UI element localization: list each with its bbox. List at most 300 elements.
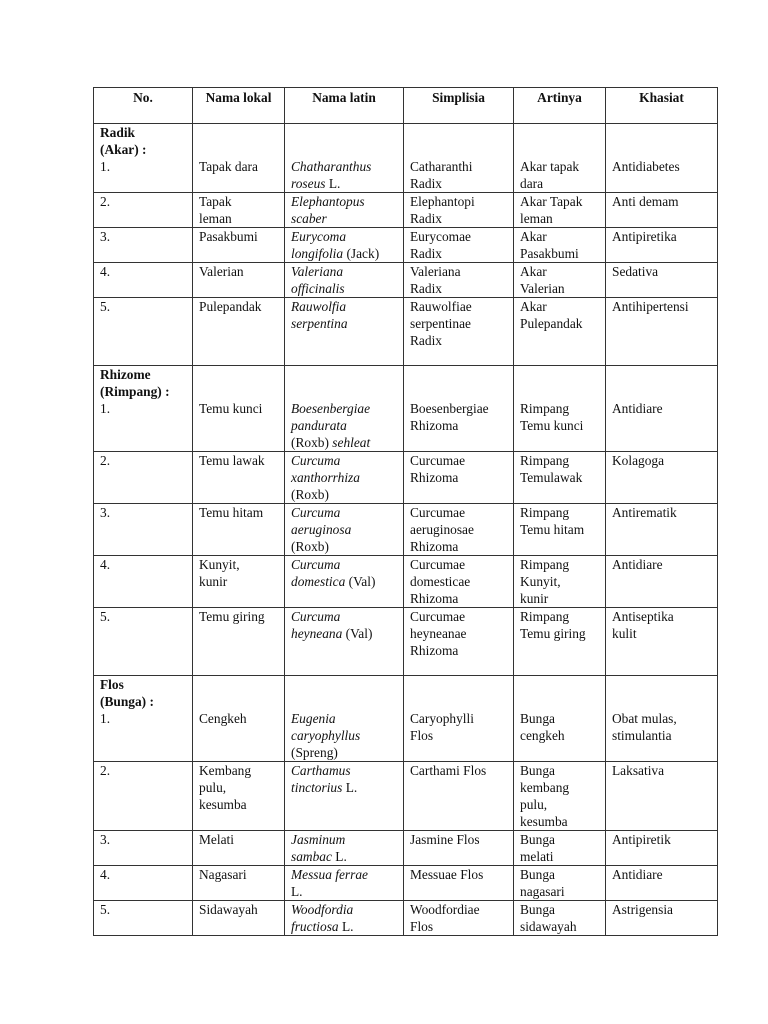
artinya-line: pulu, — [520, 797, 548, 812]
simplisia-line: Jasmine Flos — [410, 832, 480, 847]
artinya-line: sidawayah — [520, 919, 577, 934]
latin-italic-text: Curcuma — [291, 453, 341, 468]
artinya-line: Bunga — [520, 867, 555, 882]
simplisia-line: Rhizoma — [410, 591, 459, 606]
cell-khasiat — [606, 901, 718, 936]
simplisia-line: Caryophylli — [410, 711, 474, 726]
latin-italic-text: roseus — [291, 176, 326, 191]
cell-nama-lokal — [193, 762, 285, 831]
cell-nama-latin — [285, 366, 404, 452]
latin-plain-text: (Val) — [345, 574, 376, 589]
row-number: 1. — [100, 159, 111, 174]
simplisia-line: Rhizoma — [410, 470, 459, 485]
khasiat-line: Anti demam — [612, 194, 679, 209]
cell-no — [94, 263, 193, 298]
cell-nama-lokal — [193, 831, 285, 866]
khasiat-line: Antipiretik — [612, 832, 671, 847]
nama-latin-line — [291, 228, 397, 245]
artinya-line: Rimpang — [520, 505, 570, 520]
latin-italic-text: sehleat — [332, 435, 371, 450]
khasiat-line: Antidiabetes — [612, 159, 680, 174]
simplisia-line: Boesenbergiae — [410, 401, 489, 416]
cell-khasiat — [606, 228, 718, 263]
cell-khasiat — [606, 556, 718, 608]
nama-latin-line — [291, 315, 397, 332]
cell-no — [94, 298, 193, 366]
latin-plain-text: (Jack) — [343, 246, 380, 261]
row-number: 1. — [100, 711, 111, 726]
nama-latin-line — [291, 280, 397, 297]
latin-italic-text: Woodfordia — [291, 902, 354, 917]
table-row — [94, 676, 718, 762]
cell-nama-lokal — [193, 263, 285, 298]
cell-nama-latin — [285, 866, 404, 901]
cell-nama-latin — [285, 298, 404, 366]
cell-nama-latin — [285, 193, 404, 228]
latin-plain-text: L. — [291, 884, 303, 899]
cell-artinya — [514, 228, 606, 263]
artinya-line: Pasakbumi — [520, 246, 579, 261]
latin-plain-text: (Roxb) — [291, 539, 329, 554]
latin-italic-text: caryophyllus — [291, 728, 361, 743]
khasiat-line: Laksativa — [612, 763, 665, 778]
cell-simplisia — [404, 831, 514, 866]
latin-italic-text: Messua ferrae — [291, 867, 368, 882]
cell-artinya — [514, 676, 606, 762]
khasiat-line: Kolagoga — [612, 453, 665, 468]
nama-latin-line — [291, 831, 397, 848]
nama-latin-line — [291, 901, 397, 918]
cell-artinya — [514, 366, 606, 452]
artinya-line: melati — [520, 849, 554, 864]
cell-nama-latin — [285, 504, 404, 556]
nama-latin-line — [291, 400, 397, 417]
cell-simplisia — [404, 556, 514, 608]
nama-latin-line — [291, 469, 397, 486]
row-number: 4. — [100, 867, 111, 882]
row-number: 3. — [100, 505, 111, 520]
nama-latin-line — [291, 848, 397, 865]
group-heading-line: (Rimpang) : — [100, 384, 170, 399]
cell-simplisia — [404, 298, 514, 366]
latin-italic-text: Eugenia — [291, 711, 336, 726]
nama-lokal-line: Nagasari — [199, 867, 247, 882]
artinya-line: leman — [520, 211, 553, 226]
artinya-line: Bunga — [520, 763, 555, 778]
cell-nama-latin — [285, 452, 404, 504]
cell-khasiat — [606, 676, 718, 762]
khasiat-line: Sedativa — [612, 264, 659, 279]
nama-latin-line — [291, 210, 397, 227]
cell-artinya — [514, 866, 606, 901]
simplisia-line: Radix — [410, 211, 442, 226]
row-number: 2. — [100, 453, 111, 468]
nama-latin-line — [291, 158, 397, 175]
cell-nama-lokal — [193, 124, 285, 193]
latin-plain-text: (Spreng) — [291, 745, 338, 760]
table-body — [94, 124, 718, 936]
latin-italic-text: Boesenbergiae — [291, 401, 371, 416]
table-row — [94, 831, 718, 866]
nama-latin-line — [291, 573, 397, 590]
cell-khasiat — [606, 831, 718, 866]
cell-nama-latin — [285, 608, 404, 676]
group-heading — [100, 366, 186, 400]
latin-italic-text: Valeriana — [291, 264, 344, 279]
latin-plain-text: (Val) — [342, 626, 373, 641]
cell-no — [94, 366, 193, 452]
nama-lokal-line: Temu kunci — [199, 401, 263, 416]
cell-simplisia — [404, 676, 514, 762]
simplisia-line: Rhizoma — [410, 418, 459, 433]
header-nama-lokal: Nama lokal — [193, 88, 285, 124]
artinya-line: Valerian — [520, 281, 565, 296]
artinya-line: Akar — [520, 229, 547, 244]
simplisia-line: Flos — [410, 728, 434, 743]
cell-nama-latin — [285, 901, 404, 936]
simplisia-line: Radix — [410, 333, 442, 348]
cell-artinya — [514, 556, 606, 608]
cell-no — [94, 762, 193, 831]
artinya-line: Temulawak — [520, 470, 583, 485]
artinya-line: Rimpang — [520, 557, 570, 572]
group-heading-line: Radik — [100, 125, 135, 140]
nama-lokal-line: Pulepandak — [199, 299, 262, 314]
latin-italic-text: xanthorrhiza — [291, 470, 360, 485]
simplisia-line: Radix — [410, 176, 442, 191]
nama-lokal-line: Kunyit, — [199, 557, 240, 572]
table-row — [94, 901, 718, 936]
cell-no — [94, 676, 193, 762]
simplisia-line: serpentinae — [410, 316, 471, 331]
latin-plain-text: L. — [325, 176, 341, 191]
cell-no — [94, 124, 193, 193]
nama-latin-line — [291, 263, 397, 280]
artinya-line: cengkeh — [520, 728, 565, 743]
latin-italic-text: aeruginosa — [291, 522, 352, 537]
row-number: 1. — [100, 401, 111, 416]
artinya-line: Bunga — [520, 902, 555, 917]
nama-latin-line — [291, 779, 397, 796]
cell-nama-lokal — [193, 866, 285, 901]
cell-nama-lokal — [193, 228, 285, 263]
cell-simplisia — [404, 504, 514, 556]
cell-khasiat — [606, 193, 718, 228]
cell-artinya — [514, 298, 606, 366]
table-row — [94, 866, 718, 901]
row-number: 4. — [100, 557, 111, 572]
simplisia-line: Radix — [410, 281, 442, 296]
artinya-line: Rimpang — [520, 401, 570, 416]
cell-no — [94, 556, 193, 608]
cell-nama-lokal — [193, 608, 285, 676]
row-number: 3. — [100, 229, 111, 244]
cell-artinya — [514, 193, 606, 228]
latin-italic-text: scaber — [291, 211, 327, 226]
latin-italic-text: pandurata — [291, 418, 347, 433]
table-row — [94, 608, 718, 676]
latin-italic-text: Eurycoma — [291, 229, 347, 244]
artinya-line: Temu kunci — [520, 418, 584, 433]
latin-italic-text: tinctorius — [291, 780, 343, 795]
khasiat-line: Antidiare — [612, 867, 663, 882]
simplisia-line: Curcumae — [410, 505, 466, 520]
table-row — [94, 193, 718, 228]
nama-lokal-line: kunir — [199, 574, 228, 589]
khasiat-line: Antiseptika — [612, 609, 674, 624]
cell-no — [94, 193, 193, 228]
artinya-line: nagasari — [520, 884, 565, 899]
latin-italic-text: Curcuma — [291, 557, 341, 572]
row-number: 5. — [100, 299, 111, 314]
simplisia-line: Flos — [410, 919, 434, 934]
nama-latin-line — [291, 866, 397, 883]
nama-lokal-line: Melati — [199, 832, 234, 847]
artinya-line: Kunyit, — [520, 574, 561, 589]
cell-nama-latin — [285, 124, 404, 193]
artinya-line: kunir — [520, 591, 549, 606]
simplisia-line: Rhizoma — [410, 539, 459, 554]
cell-artinya — [514, 608, 606, 676]
khasiat-line: Antipiretika — [612, 229, 677, 244]
nama-lokal-line: leman — [199, 211, 232, 226]
nama-latin-line — [291, 625, 397, 642]
header-khasiat: Khasiat — [606, 88, 718, 124]
cell-nama-lokal — [193, 298, 285, 366]
nama-lokal-line: Sidawayah — [199, 902, 258, 917]
simplisia-line: domesticae — [410, 574, 471, 589]
header-nama-latin: Nama latin — [285, 88, 404, 124]
artinya-line: Temu hitam — [520, 522, 585, 537]
cell-khasiat — [606, 366, 718, 452]
cell-nama-latin — [285, 676, 404, 762]
simplisia-line: Valeriana — [410, 264, 461, 279]
latin-italic-text: fructiosa — [291, 919, 339, 934]
row-number: 4. — [100, 264, 111, 279]
group-heading-line: Rhizome — [100, 367, 151, 382]
khasiat-line: Antidiare — [612, 401, 663, 416]
cell-simplisia — [404, 901, 514, 936]
nama-latin-line — [291, 434, 397, 451]
latin-plain-text: (Roxb) — [291, 435, 333, 450]
artinya-line: Akar — [520, 264, 547, 279]
table-row — [94, 298, 718, 366]
nama-lokal-line: Temu hitam — [199, 505, 264, 520]
cell-artinya — [514, 124, 606, 193]
table-row — [94, 556, 718, 608]
cell-artinya — [514, 504, 606, 556]
cell-nama-latin — [285, 263, 404, 298]
latin-italic-text: Chatharanthus — [291, 159, 372, 174]
simplisia-line: Rauwolfiae — [410, 299, 472, 314]
nama-lokal-line: Tapak — [199, 194, 232, 209]
artinya-line: Rimpang — [520, 609, 570, 624]
khasiat-line: Antirematik — [612, 505, 677, 520]
latin-italic-text: officinalis — [291, 281, 345, 296]
group-heading — [100, 676, 186, 710]
artinya-line: dara — [520, 176, 544, 191]
nama-lokal-line: Cengkeh — [199, 711, 247, 726]
nama-latin-line — [291, 883, 397, 900]
artinya-line: Rimpang — [520, 453, 570, 468]
cell-khasiat — [606, 124, 718, 193]
cell-nama-lokal — [193, 901, 285, 936]
row-number: 5. — [100, 609, 111, 624]
cell-no — [94, 228, 193, 263]
nama-latin-line — [291, 744, 397, 761]
artinya-line: Temu giring — [520, 626, 586, 641]
latin-italic-text: sambac — [291, 849, 332, 864]
simplisia-line: Curcumae — [410, 453, 466, 468]
nama-latin-line — [291, 452, 397, 469]
table-row — [94, 504, 718, 556]
cell-no — [94, 608, 193, 676]
header-artinya: Artinya — [514, 88, 606, 124]
row-number: 3. — [100, 832, 111, 847]
simplisia-line: Catharanthi — [410, 159, 473, 174]
nama-lokal-line: Pasakbumi — [199, 229, 258, 244]
latin-italic-text: serpentina — [291, 316, 348, 331]
nama-latin-line — [291, 298, 397, 315]
cell-artinya — [514, 831, 606, 866]
latin-plain-text: L. — [331, 849, 347, 864]
simplisia-line: Rhizoma — [410, 643, 459, 658]
latin-italic-text: Carthamus — [291, 763, 351, 778]
latin-italic-text: Jasminum — [291, 832, 346, 847]
cell-nama-lokal — [193, 504, 285, 556]
cell-simplisia — [404, 866, 514, 901]
simplisia-line: Elephantopi — [410, 194, 475, 209]
simplisia-line: Curcumae — [410, 609, 466, 624]
khasiat-line: Astrigensia — [612, 902, 673, 917]
cell-khasiat — [606, 298, 718, 366]
latin-italic-text: longifolia — [291, 246, 344, 261]
row-number: 2. — [100, 763, 111, 778]
nama-latin-line — [291, 608, 397, 625]
cell-nama-lokal — [193, 676, 285, 762]
nama-latin-line — [291, 556, 397, 573]
cell-nama-latin — [285, 762, 404, 831]
cell-khasiat — [606, 452, 718, 504]
nama-latin-line — [291, 504, 397, 521]
nama-lokal-line: kesumba — [199, 797, 247, 812]
latin-italic-text: domestica — [291, 574, 346, 589]
cell-nama-latin — [285, 228, 404, 263]
cell-no — [94, 866, 193, 901]
artinya-line: kesumba — [520, 814, 568, 829]
header-simplisia: Simplisia — [404, 88, 514, 124]
artinya-line: Akar Tapak — [520, 194, 583, 209]
nama-lokal-line: Temu lawak — [199, 453, 265, 468]
artinya-line: kembang — [520, 780, 570, 795]
latin-italic-text: Curcuma — [291, 505, 341, 520]
table-row — [94, 228, 718, 263]
group-heading — [100, 124, 186, 158]
cell-no — [94, 504, 193, 556]
row-number: 5. — [100, 902, 111, 917]
artinya-line: Pulepandak — [520, 316, 583, 331]
cell-khasiat — [606, 263, 718, 298]
group-heading-line: Flos — [100, 677, 124, 692]
artinya-line: Bunga — [520, 711, 555, 726]
cell-khasiat — [606, 762, 718, 831]
row-number: 2. — [100, 194, 111, 209]
nama-lokal-line: Valerian — [199, 264, 244, 279]
cell-no — [94, 901, 193, 936]
simplisia-line: heyneanae — [410, 626, 467, 641]
cell-no — [94, 452, 193, 504]
cell-nama-latin — [285, 831, 404, 866]
cell-simplisia — [404, 228, 514, 263]
cell-nama-lokal — [193, 366, 285, 452]
table-row — [94, 762, 718, 831]
simplisia-line: aeruginosae — [410, 522, 474, 537]
khasiat-line: Antidiare — [612, 557, 663, 572]
simplisia-line: Carthami Flos — [410, 763, 487, 778]
table-row — [94, 452, 718, 504]
cell-simplisia — [404, 193, 514, 228]
latin-italic-text: Rauwolfia — [291, 299, 347, 314]
nama-lokal-line: Tapak dara — [199, 159, 258, 174]
cell-nama-lokal — [193, 556, 285, 608]
artinya-line: Akar tapak — [520, 159, 580, 174]
nama-lokal-line: Temu giring — [199, 609, 265, 624]
khasiat-line: stimulantia — [612, 728, 672, 743]
cell-simplisia — [404, 762, 514, 831]
nama-lokal-line: pulu, — [199, 780, 227, 795]
latin-plain-text: L. — [342, 780, 358, 795]
table-row — [94, 366, 718, 452]
header-no: No. — [94, 88, 193, 124]
nama-latin-line — [291, 538, 397, 555]
nama-latin-line — [291, 727, 397, 744]
nama-latin-line — [291, 175, 397, 192]
table-row — [94, 263, 718, 298]
khasiat-line: Antihipertensi — [612, 299, 689, 314]
cell-nama-lokal — [193, 193, 285, 228]
group-heading-line: (Akar) : — [100, 142, 147, 157]
nama-latin-line — [291, 762, 397, 779]
simplisia-line: Messuae Flos — [410, 867, 484, 882]
khasiat-line: kulit — [612, 626, 637, 641]
cell-no — [94, 831, 193, 866]
cell-artinya — [514, 452, 606, 504]
artinya-line: Bunga — [520, 832, 555, 847]
cell-khasiat — [606, 866, 718, 901]
cell-artinya — [514, 762, 606, 831]
simplisia-line: Curcumae — [410, 557, 466, 572]
artinya-line: Akar — [520, 299, 547, 314]
simplisia-line: Radix — [410, 246, 442, 261]
latin-italic-text: Curcuma — [291, 609, 341, 624]
cell-artinya — [514, 263, 606, 298]
nama-latin-line — [291, 918, 397, 935]
cell-simplisia — [404, 366, 514, 452]
herbal-simplisia-table — [93, 87, 718, 936]
cell-simplisia — [404, 263, 514, 298]
simplisia-line: Eurycomae — [410, 229, 471, 244]
latin-italic-text: heyneana — [291, 626, 343, 641]
group-heading-line: (Bunga) : — [100, 694, 154, 709]
cell-artinya — [514, 901, 606, 936]
nama-latin-line — [291, 417, 397, 434]
latin-plain-text: L. — [338, 919, 354, 934]
khasiat-line: Obat mulas, — [612, 711, 677, 726]
nama-latin-line — [291, 710, 397, 727]
latin-italic-text: Elephantopus — [291, 194, 365, 209]
cell-khasiat — [606, 504, 718, 556]
nama-latin-line — [291, 193, 397, 210]
